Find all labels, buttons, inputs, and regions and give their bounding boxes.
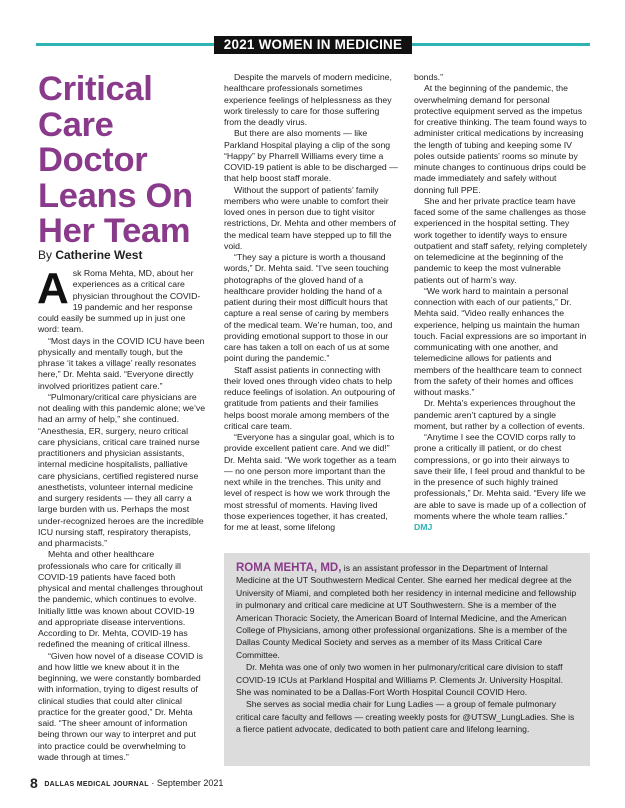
paragraph: “We work hard to maintain a personal connection with each of our patients,” Dr. Mehta said. “Video really enhances the experience, helping us maintain the human touch. Facial expressions are so important in communicating with one another, and telemedicine allows for patients and members of the healthcare team to connect from the safety of their homes and offices without masks.”: [414, 285, 587, 397]
byline-prefix: By: [38, 248, 56, 262]
paragraph: “Pulmonary/critical care physicians are not dealing with this pandemic alone; we’ve had an army of help,” she continued. “Anesthesia, ER, surgery, neuro critical care physicians, critical care trained nurse practitioners and physician assistants, internal medicine hospitalists, palliative care physicians, certified registered nurse anesthetists, volunteer internal medicine and surgery residents — they all carry a large burden with us. Perhaps the most under-recognized heroes are the incredible ICU nursing staff, respiratory therapists, and pharmacists.”: [38, 391, 206, 548]
paragraph: Staff assist patients in connecting with their loved ones through video chats to help reduce feelings of isolation. An outpouring of gratitude from patients and their families helps boost morale among members of the critical care team.: [224, 364, 395, 431]
paragraph: “Given how novel of a disease COVID is and how little we knew about it in the beginning, we were constantly bombarded with information, trying to digest results of clinical studies that could alter clinical practice for the greater good,” Dr. Mehta said. “The sheer amount of information being thrown our way to interpret and put into practice could be overwhelming to wade through at times.”: [38, 650, 203, 762]
paragraph: Without the support of patients’ family members who were unable to comfort their loved ones in person due to tight visitor restrictions, Dr. Mehta and other members of the medical team have stepped up to fill the void.: [224, 184, 396, 251]
section-banner-label: 2021 WOMEN IN MEDICINE: [214, 36, 412, 54]
byline: [38, 248, 142, 262]
paragraph: “They say a picture is worth a thousand words,” Dr. Mehta said. “I’ve seen touching photographs of the gloved hand of a healthcare provider holding the hand of a patient during their most difficult hours that capture a real sense of caring by members of the medical team. We’re human, too, and providing emotional support to those in our care has taken a toll on each of us at some point during the pandemic.”: [224, 252, 393, 364]
paragraph: But there are also moments — like Parkland Hospital playing a clip of the song “Happy” by Pharrell Williams every time a COVID-19 patient is able to be discharged — that help boost staff morale.: [224, 128, 398, 184]
article-column-3: [414, 72, 588, 533]
author-bio-box: [224, 553, 590, 766]
page-number: 8: [30, 775, 38, 791]
section-banner: [36, 36, 590, 54]
byline-author: Catherine West: [55, 248, 143, 262]
paragraph: Mehta and other healthcare professionals who care for critically ill COVID-19 patients have faced both physical and mental challenges throughout the pandemic, which continues to evolve. Initially little was known about COVID-19 and appropriate disease interventions. According to Dr. Mehta, COVID-19 has redefined the meaning of critical illness.: [38, 549, 203, 650]
lead-paragraph: Ask Roma Mehta, MD, about her experiences as a critical care physician throughout the COVID-19 pandemic and her response could easily be summed up in just one word: team.: [37, 264, 201, 335]
signoff-mark: DMJ: [414, 522, 433, 532]
bio-paragraph: ROMA MEHTA, MD, is an assistant professor in the Department of Internal Medicine at the UT Southwestern Medical Center. She earned her medical degree at the University of Miami, and completed both her residency in internal medicine and fellowship in pulmonary and critical care medicine at UT Southwestern. She is a member of the American Thoracic Society, the American Board of Internal Medicine, and the American College of Physicians, among other professional organizations. She is a member of the Dallas County Medical Society and serves as a member of its Mass Critical Care Committee.: [236, 562, 577, 660]
page-footer: [30, 775, 223, 791]
article-column-2: [224, 72, 398, 533]
paragraph: “Everyone has a singular goal, which is to provide excellent patient care. And we did!” Dr. Mehta said. “We work together as a team — no one person more important than the next while in the trenches. This unity and level of respect is how we work through the most stressful of moments. Having lived those experiences together, it has created, for me at least, some lifelong: [224, 432, 397, 532]
paragraph: Despite the marvels of modern medicine, healthcare professionals sometimes experience feelings of helplessness as they work tirelessly to care for those suffering from the deadly virus.: [224, 72, 392, 127]
article-title: Critical Care Doctor Leans On Her Team: [38, 70, 193, 250]
issue-date: September 2021: [156, 778, 224, 788]
paragraph: At the beginning of the pandemic, the overwhelming demand for personal protective equipment served as the impetus for creative thinking. The team found ways to administer critical medications by increasing the length of tubing and keeping some IV poles outside patients’ rooms so minute by minute changes to continuous drips could be made immediately and safely without donning full PPE.: [414, 83, 587, 195]
bio-name: ROMA MEHTA, MD,: [236, 562, 342, 574]
bio-paragraph: She serves as social media chair for Lung Ladies — a group of female pulmonary critical care faculty and fellows — creating weekly posts for @UTSW_LungLadies. She is a fierce patient advocate, dedicated to both patient care and lifelong learning.: [236, 699, 575, 735]
closing-paragraph: “Anytime I see the COVID corps rally to prone a critically ill patient, or do chest compressions, or go into their airways to save their life, I feel proud and thankful to be in the presence of such highly trained professionals,” Dr. Mehta said. “Every life we are able to save is made up of a collection of moments where the whole team rallies.” DMJ: [414, 432, 586, 532]
paragraph: Dr. Mehta’s experiences throughout the pandemic aren’t captured by a single moment, but rather by a collection of events.: [414, 398, 585, 431]
bio-paragraph: Dr. Mehta was one of only two women in her pulmonary/critical care division to staff COVID-19 ICUs at Parkland Hospital and Williams P. Clements Jr. University Hospital. She was nominated to be a Dallas-Fort Worth Hospital Council COVID Hero.: [236, 662, 563, 698]
footer-separator: ·: [151, 778, 155, 788]
paragraph: bonds.”: [414, 72, 443, 82]
drop-cap: A: [37, 264, 69, 313]
paragraph: “Most days in the COVID ICU have been physically and mentally tough, but the phrase ‘it takes a village’ really resonates here,” Dr. Mehta said. “Everyone directly involved prioritizes patient care.”: [38, 335, 205, 391]
article-column-1: [37, 264, 206, 763]
paragraph: She and her private practice team have faced some of the same challenges as those experienced in the hospital setting. They work together to identify ways to ensure outpatient and staff safety, relying completely on telemedicine at the beginning of the pandemic to keep the most vulnerable patients out of harm’s way.: [414, 195, 588, 285]
journal-name: DALLAS MEDICAL JOURNAL: [44, 781, 149, 788]
